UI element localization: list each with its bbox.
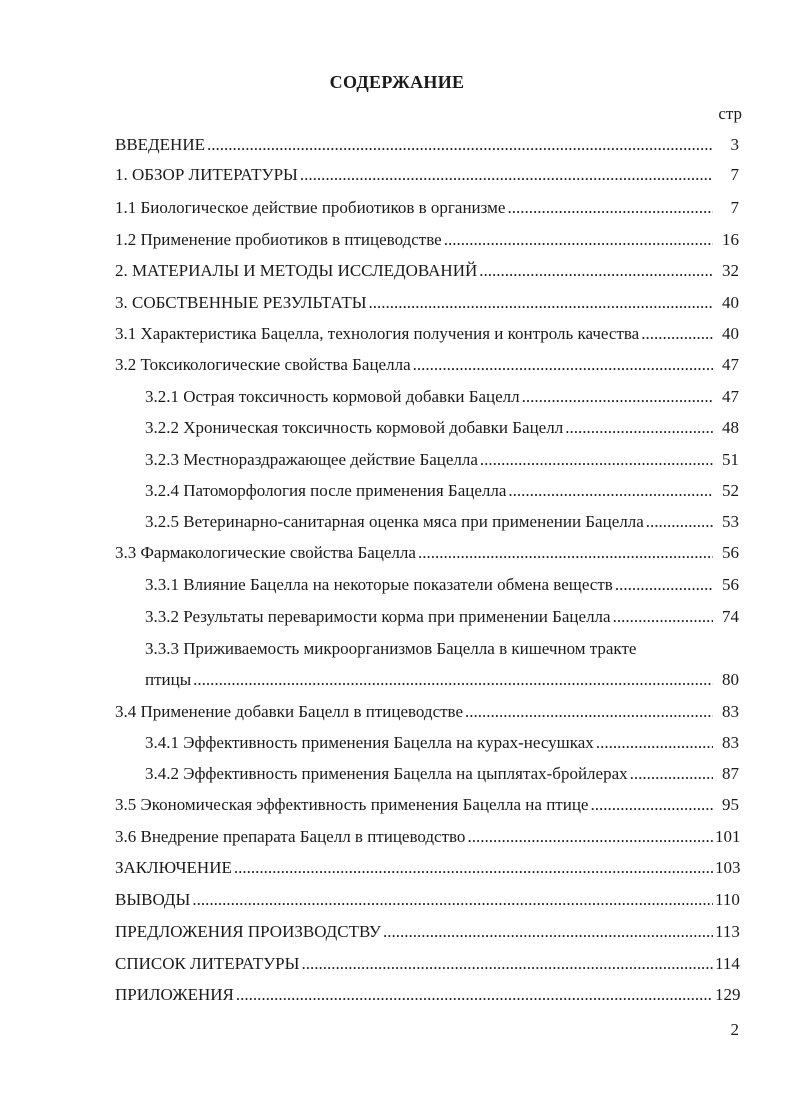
toc-entry-page: 7 xyxy=(730,198,739,217)
toc-entry[interactable] xyxy=(115,949,739,979)
toc-entry-page: 56 xyxy=(722,543,739,562)
toc-entry[interactable] xyxy=(145,665,739,695)
toc-leader xyxy=(615,570,713,600)
toc-entry[interactable] xyxy=(115,160,739,190)
toc-entry[interactable] xyxy=(115,319,739,349)
toc-entry-page: 114 xyxy=(715,954,740,973)
toc-entry[interactable] xyxy=(115,193,739,223)
toc-entry[interactable] xyxy=(115,885,739,915)
toc-leader xyxy=(369,288,713,318)
page-number: 2 xyxy=(730,1020,739,1039)
toc-entry[interactable] xyxy=(145,476,739,506)
toc-leader xyxy=(646,507,713,537)
toc-entry-page: 129 xyxy=(715,985,741,1004)
toc-leader xyxy=(522,382,713,412)
toc-leader xyxy=(507,193,713,223)
toc-entry-label: 3.2.5 Ветеринарно-санитарная оценка мяса при применении Бацелла xyxy=(145,512,644,531)
toc-entry[interactable] xyxy=(115,790,739,820)
toc-entry-label: ЗАКЛЮЧЕНИЕ xyxy=(115,858,232,877)
toc-leader xyxy=(236,980,713,1010)
toc-entry-label: 3.4.1 Эффективность применения Бацелла на курах-несушках xyxy=(145,733,594,752)
toc-entry-label: 3.2.2 Хроническая токсичность кормовой добавки Бацелл xyxy=(145,418,564,437)
toc-entry-label: 3.2.3 Местнораздражающее действие Бацелла xyxy=(145,450,478,469)
toc-entry-label: СПИСОК ЛИТЕРАТУРЫ xyxy=(115,954,300,973)
toc-entry[interactable] xyxy=(145,382,739,412)
toc-entry-label: ПРИЛОЖЕНИЯ xyxy=(115,985,234,1004)
toc-entry-label: 3.2.4 Патоморфология после применения Бацелла xyxy=(145,481,507,500)
toc-entry-page: 48 xyxy=(722,418,739,437)
toc-entry-page: 83 xyxy=(722,733,739,752)
toc-entry-label-line1[interactable]: 3.3.3 Приживаемость микроорганизмов Бацелла в кишечном тракте xyxy=(145,639,637,658)
toc-leader xyxy=(565,413,713,443)
toc-entry[interactable] xyxy=(115,256,739,286)
toc-entry[interactable] xyxy=(145,570,739,600)
toc-leader xyxy=(596,728,713,758)
toc-entry-page: 103 xyxy=(715,858,741,877)
toc-entry-label: 3.6 Внедрение препарата Бацелл в птицеводство xyxy=(115,827,466,846)
toc-entry-page: 74 xyxy=(722,607,739,626)
toc-entry[interactable] xyxy=(115,350,739,380)
toc-entry-label: 1.2 Применение пробиотиков в птицеводстве xyxy=(115,230,442,249)
toc-entry-page: 53 xyxy=(722,512,739,531)
toc-entry-page: 87 xyxy=(722,764,739,783)
toc-leader xyxy=(207,130,713,160)
toc-entry[interactable] xyxy=(115,288,739,318)
toc-entry-page: 110 xyxy=(715,890,740,909)
toc-entry[interactable] xyxy=(145,507,739,537)
toc-entry-label: 3.3 Фармакологические свойства Бацелла xyxy=(115,543,416,562)
toc-entry-label: 2. МАТЕРИАЛЫ И МЕТОДЫ ИССЛЕДОВАНИЙ xyxy=(115,261,478,280)
toc-entry-label: 3.2 Токсикологические свойства Бацелла xyxy=(115,355,411,374)
toc-entry-label: 3.4 Применение добавки Бацелл в птицеводстве xyxy=(115,702,464,721)
toc-entry-page: 101 xyxy=(715,827,741,846)
toc-entry[interactable] xyxy=(145,602,739,632)
toc-entry-page: 7 xyxy=(730,165,739,184)
toc-entry[interactable] xyxy=(115,822,739,852)
toc-entry-label: 3.2.1 Острая токсичность кормовой добавки Бацелл xyxy=(145,387,520,406)
page-column-label: стр xyxy=(718,104,742,123)
toc-entry-page: 51 xyxy=(722,450,739,469)
toc-entry[interactable] xyxy=(115,225,739,255)
toc-entry-label: 3.3.1 Влияние Бацелла на некоторые показатели обмена веществ xyxy=(145,575,613,594)
toc-leader xyxy=(479,256,713,286)
toc-leader xyxy=(641,319,713,349)
toc-leader xyxy=(480,445,713,475)
toc-entry[interactable] xyxy=(115,538,739,568)
toc-entry-page: 32 xyxy=(722,261,739,280)
toc-leader xyxy=(465,697,713,727)
toc-entry[interactable] xyxy=(115,917,739,947)
toc-entry[interactable] xyxy=(115,697,739,727)
toc-leader xyxy=(444,225,713,255)
toc-entry-page: 16 xyxy=(722,230,739,249)
toc-entry-label: 3.1 Характеристика Бацелла, технология получения и контроль качества xyxy=(115,324,640,343)
toc-entry-page: 83 xyxy=(722,702,739,721)
toc-leader xyxy=(590,790,713,820)
toc-entry[interactable] xyxy=(115,853,739,883)
toc-leader xyxy=(383,917,713,947)
toc-entry[interactable] xyxy=(145,759,739,789)
toc-leader xyxy=(418,538,713,568)
toc-entry-label: ВЫВОДЫ xyxy=(115,890,191,909)
toc-leader xyxy=(301,949,713,979)
toc-leader xyxy=(613,602,713,632)
toc-leader xyxy=(467,822,713,852)
page-title: СОДЕРЖАНИЕ xyxy=(329,72,465,92)
toc-leader xyxy=(300,160,713,190)
toc-entry-page: 52 xyxy=(722,481,739,500)
toc-entry-label: 1. ОБЗОР ЛИТЕРАТУРЫ xyxy=(115,165,298,184)
toc-entry-label: ПРЕДЛОЖЕНИЯ ПРОИЗВОДСТВУ xyxy=(115,922,381,941)
toc-leader xyxy=(192,885,713,915)
toc-entry-label: 3.4.2 Эффективность применения Бацелла на цыплятах-бройлерах xyxy=(145,764,628,783)
toc-entry-label: 3. СОБСТВЕННЫЕ РЕЗУЛЬТАТЫ xyxy=(115,293,367,312)
toc-entry[interactable] xyxy=(115,980,739,1010)
toc-entry-label: ВВЕДЕНИЕ xyxy=(115,135,205,154)
toc-entry-label: 3.5 Экономическая эффективность применения Бацелла на птице xyxy=(115,795,589,814)
toc-leader xyxy=(508,476,713,506)
toc-entry-page: 47 xyxy=(722,387,739,406)
toc-entry-label: 1.1 Биологическое действие пробиотиков в организме xyxy=(115,198,506,217)
toc-entry[interactable] xyxy=(115,130,739,160)
toc-entry-page: 80 xyxy=(722,670,739,689)
toc-entry[interactable] xyxy=(145,728,739,758)
toc-entry-page: 3 xyxy=(730,135,739,154)
toc-entry-page: 40 xyxy=(722,293,739,312)
toc-entry-page: 47 xyxy=(722,355,739,374)
toc-entry[interactable] xyxy=(145,413,739,443)
toc-leader xyxy=(630,759,713,789)
toc-entry-page: 56 xyxy=(722,575,739,594)
toc-entry-page: 113 xyxy=(715,922,740,941)
toc-leader xyxy=(193,665,713,695)
toc-leader xyxy=(413,350,713,380)
toc-entry-label: птицы xyxy=(145,670,192,689)
toc-leader xyxy=(234,853,713,883)
toc-entry-page: 40 xyxy=(722,324,739,343)
toc-entry-page: 95 xyxy=(722,795,739,814)
toc-entry-label: 3.3.2 Результаты переваримости корма при применении Бацелла xyxy=(145,607,611,626)
toc-entry[interactable] xyxy=(145,445,739,475)
